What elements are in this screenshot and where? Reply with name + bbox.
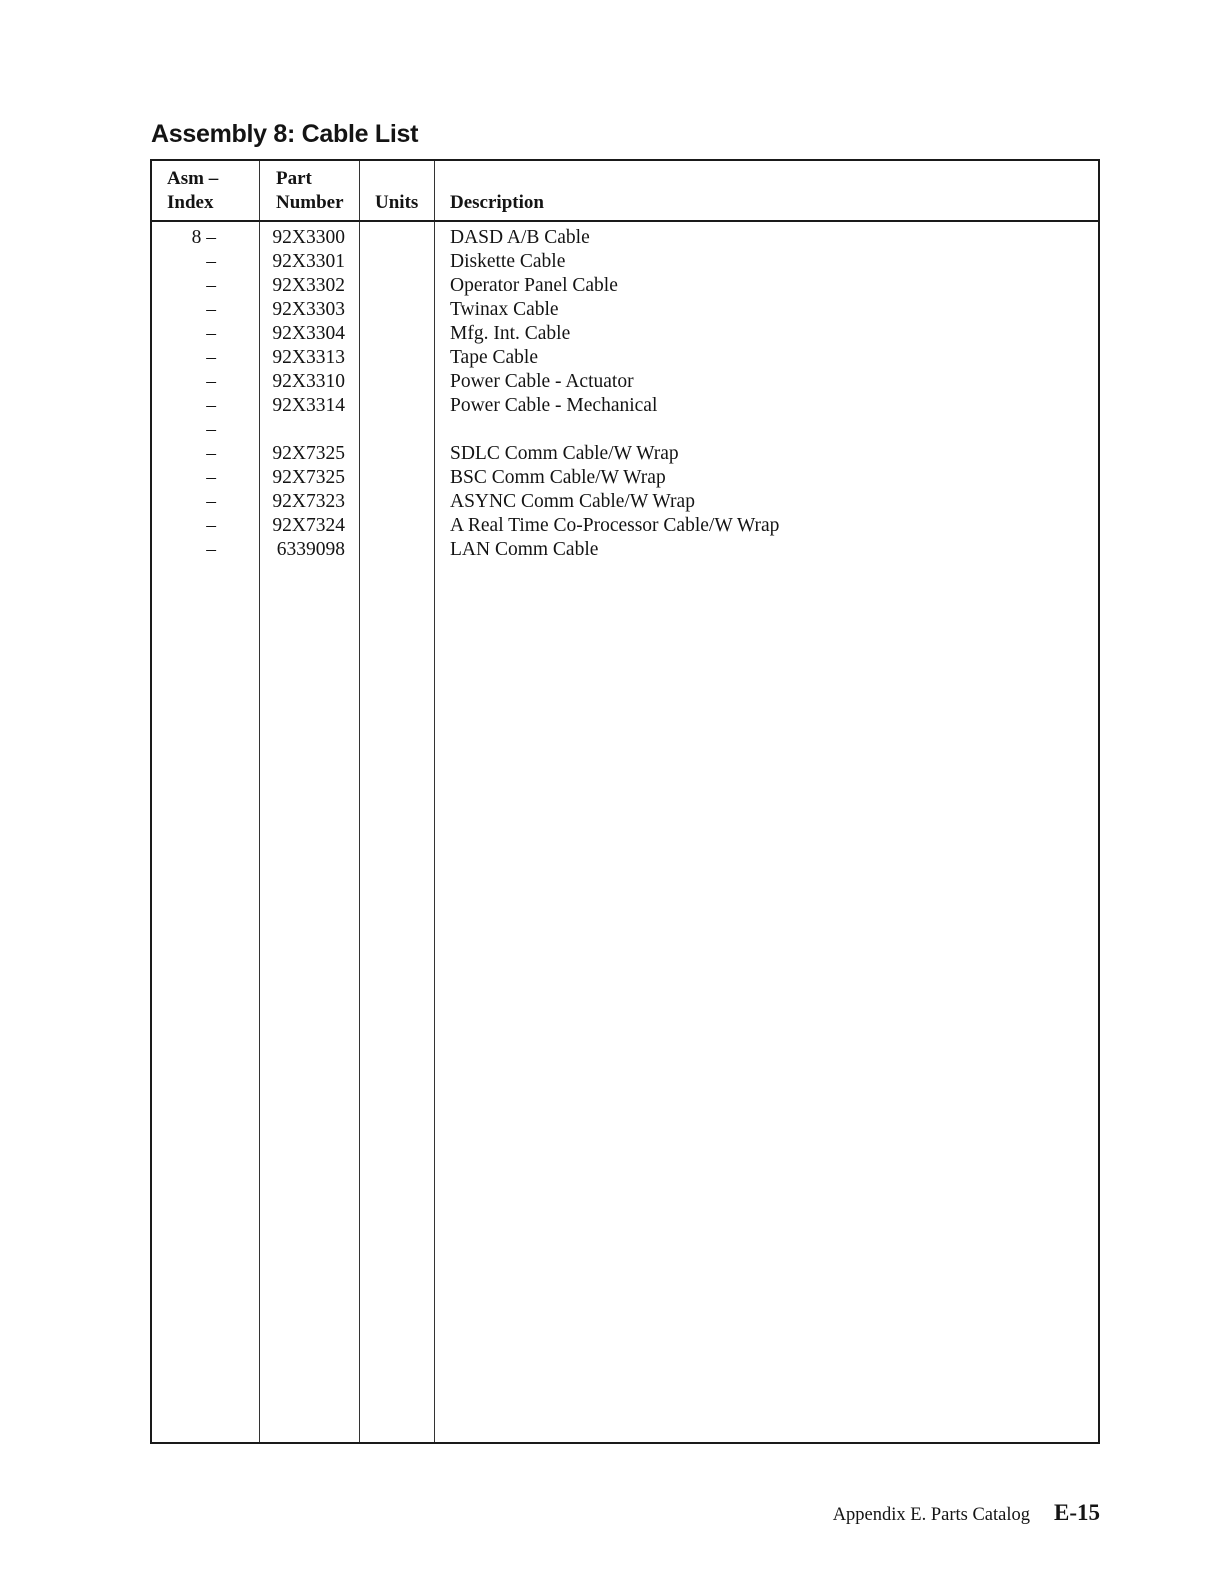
asm-index-cell: –: [206, 299, 216, 320]
page-number: E-15: [1054, 1500, 1100, 1525]
description-cell: Power Cable - Actuator: [450, 371, 634, 392]
part-number-cell: 92X7323: [272, 491, 345, 512]
description-cell: ASYNC Comm Cable/W Wrap: [450, 491, 695, 512]
header-part-number: [276, 167, 344, 215]
asm-index-cell: –: [206, 491, 216, 512]
page-title: Assembly 8: Cable List: [151, 120, 419, 148]
header-index-label: Index: [167, 192, 214, 213]
asm-index-cell: –: [206, 395, 216, 416]
part-number-cell: 92X7325: [272, 443, 345, 464]
footer-section-label: Appendix E. Parts Catalog: [832, 1505, 1030, 1525]
part-number-cell: 92X3303: [272, 299, 345, 320]
header-asm-label: Asm –: [167, 168, 219, 189]
asm-index-cell: –: [206, 443, 216, 464]
asm-index-cell: –: [206, 323, 216, 344]
description-cell: Mfg. Int. Cable: [450, 323, 571, 344]
asm-index-cell: –: [206, 251, 216, 272]
description-cell: A Real Time Co-Processor Cable/W Wrap: [450, 515, 780, 536]
header-part-label: Part: [276, 168, 312, 189]
description-cell: SDLC Comm Cable/W Wrap: [450, 443, 679, 464]
asm-index-cell: –: [206, 539, 216, 560]
header-asm-index: [167, 167, 218, 215]
asm-index-cell: –: [206, 467, 216, 488]
header-rule: [152, 220, 1098, 222]
part-number-cell: 92X3301: [272, 251, 345, 272]
header-units: Units: [375, 192, 419, 213]
part-number-cell: 92X3310: [272, 371, 345, 392]
asm-index-cell: –: [206, 347, 216, 368]
part-number-cell: 6339098: [276, 539, 345, 560]
asm-index-cell: –: [206, 371, 216, 392]
asm-index-cell: –: [206, 419, 216, 440]
description-cell: DASD A/B Cable: [450, 227, 590, 248]
part-number-cell: 92X7324: [272, 515, 345, 536]
part-number-cell: 92X3314: [272, 395, 345, 416]
part-number-cell: 92X3300: [272, 227, 345, 248]
description-cell: BSC Comm Cable/W Wrap: [450, 467, 666, 488]
part-number-cell: 92X3304: [272, 323, 345, 344]
description-cell: Operator Panel Cable: [450, 275, 618, 296]
cable-list-table: [150, 159, 1100, 1444]
description-cell: Power Cable - Mechanical: [450, 395, 658, 416]
description-cell: LAN Comm Cable: [450, 539, 599, 560]
page-footer: [833, 1500, 1100, 1526]
asm-index-cell: 8 –: [191, 227, 216, 248]
header-description: Description: [450, 192, 544, 213]
description-cell: Tape Cable: [450, 347, 538, 368]
description-cell: Twinax Cable: [450, 299, 559, 320]
description-cell: Diskette Cable: [450, 251, 566, 272]
part-number-cell: 92X3313: [272, 347, 345, 368]
column-divider: [434, 161, 435, 1442]
part-number-cell: 92X3302: [272, 275, 345, 296]
asm-index-cell: –: [206, 275, 216, 296]
part-number-cell: 92X7325: [272, 467, 345, 488]
column-divider: [359, 161, 360, 1442]
header-number-label: Number: [276, 192, 344, 213]
asm-index-cell: –: [206, 515, 216, 536]
